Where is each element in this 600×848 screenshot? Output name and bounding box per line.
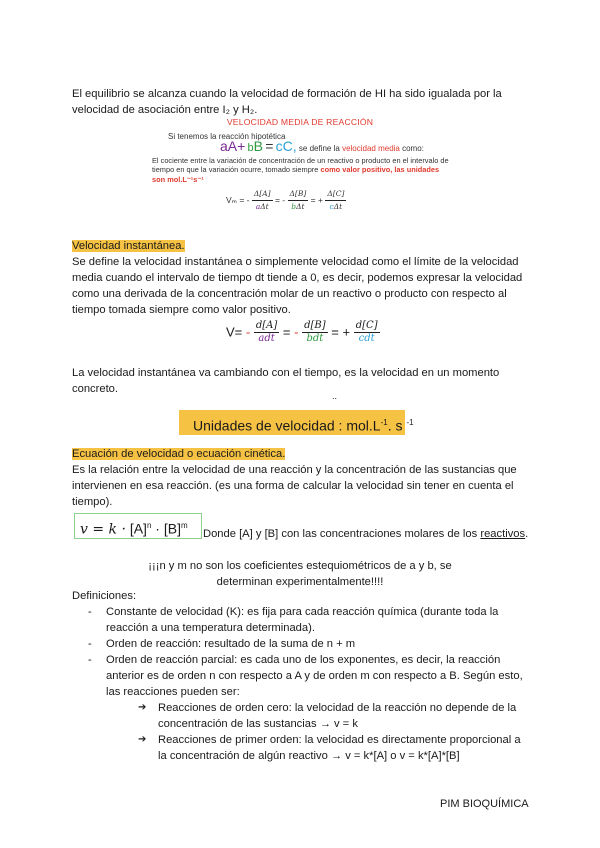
average-velocity-figure <box>150 118 450 222</box>
instant-formula: V= - d[A] adt = - d[B] bdt = + d[C] cdt <box>226 320 378 344</box>
dots: .. <box>332 391 338 401</box>
definitions-list <box>86 604 532 764</box>
average-velocity-title: VELOCIDAD MEDIA DE REACCIÓN <box>226 117 374 127</box>
avg-fraction-c: Δ[C] cΔt <box>327 189 345 211</box>
definition-item: - Constante de velocidad (K): es fija para cada reacción química (durante toda la reacción a una temperatura determinada). <box>86 604 532 636</box>
avg-fraction-a: Δ[A] aΔt <box>253 189 271 211</box>
average-velocity-formula: Vₘ = - Δ[A] aΔt = - Δ[B] bΔt = + Δ[C] cΔt <box>226 189 345 211</box>
instant-fraction-a: d[A] adt <box>255 320 278 344</box>
donde-text: Donde [A] y [B] con las concentraciones molares de los reactivos. <box>203 528 529 540</box>
rate-equation-box: $v = k \cdot [A]^n \cdot [B]^m$ <box>74 513 202 539</box>
definition-item: - Orden de reacción parcial: es cada uno de los exponentes, es decir, la reacción anterior es de orden n con respecto a A y de orden m con respecto a B. Según esto, las reacciones pueden ser: ➔ Reacciones de orden cero: la velocidad de la reacción no depende de la concentración de las sustancias → v = k ➔ Reacciones de primer orden: la velocidad es directamente proporcional a la concentración de algún reactivo → v = k*[A] o v = k*[A]*[B] <box>86 652 532 764</box>
instant-heading-row <box>72 238 532 254</box>
reaction-order-item: ➔ Reacciones de orden cero: la velocidad de la reacción no depende de la concentración de las sustancias → v = k <box>138 700 532 732</box>
definitions-section <box>72 588 532 764</box>
definitions-title: Definiciones: <box>72 590 137 602</box>
instant-body: Se define la velocidad instantánea o simplemente velocidad como el límite de la velocidad media cuando el intervalo de tiempo dt tiende a 0, es decir, podemos expresar la velocidad como una derivada de la concentración molar de un reactivo o producto con respecto al tiempo tomada siempre como valor positivo. <box>72 256 523 316</box>
footer-label: PIM BIOQUÍMICA <box>440 798 529 810</box>
definition-item: - Orden de reacción: resultado de la suma de n + m <box>86 636 532 652</box>
kinetic-heading: Ecuación de velocidad o ecuación cinética. <box>72 448 286 460</box>
avg-fraction-b: Δ[B] bΔt <box>289 189 307 211</box>
intro-paragraph: El equilibrio se alcanza cuando la velocidad de formación de HI ha sido igualada por la velocidad de asociación entre I₂ y H₂. <box>72 88 502 116</box>
instant-fraction-b: d[B] bdt <box>304 320 326 344</box>
kinetic-body: Es la relación entre la velocidad de una reacción y la concentración de las sustancias que intervienen en esa reacción. (es una forma de calcular la velocidad sin tener en cuenta el tiempo). <box>72 464 517 508</box>
average-velocity-description: El cociente entre la variación de concentración de un reactivo o producto en el intervalo de tiempo en que la variación ocurre, tomado siempre como valor positivo, las unidades son mol.L⁻¹s⁻¹ <box>152 155 449 184</box>
units-box: Unidades de velocidad : $mol.L^{-1}$. s $^{-1}$ <box>179 410 405 435</box>
reaction-order-item: ➔ Reacciones de primer orden: la velocidad es directamente proporcional a la concentración de algún reactivo → v = k*[A] o v = k*[A]*[B] <box>138 732 532 764</box>
hypothetical-reaction: aA+ bB = cC, se define la velocidad media como: <box>220 138 424 154</box>
instant-heading: Velocidad instantánea. <box>72 240 185 252</box>
reaction-order-list <box>138 700 532 764</box>
instant-fraction-c: d[C] cdt <box>355 320 378 344</box>
instant-change-text: La velocidad instantánea va cambiando con el tiempo, es la velocidad en un momento concreto. <box>72 367 500 395</box>
experimental-note: ¡¡¡n y m no son los coeficientes estequiométricos de a y b, se determinan experimentalmente!!!! <box>148 560 452 588</box>
kinetic-heading-row <box>72 446 532 462</box>
hypothetical-reaction-label: Si tenemos la reacción hipotética <box>168 131 286 141</box>
